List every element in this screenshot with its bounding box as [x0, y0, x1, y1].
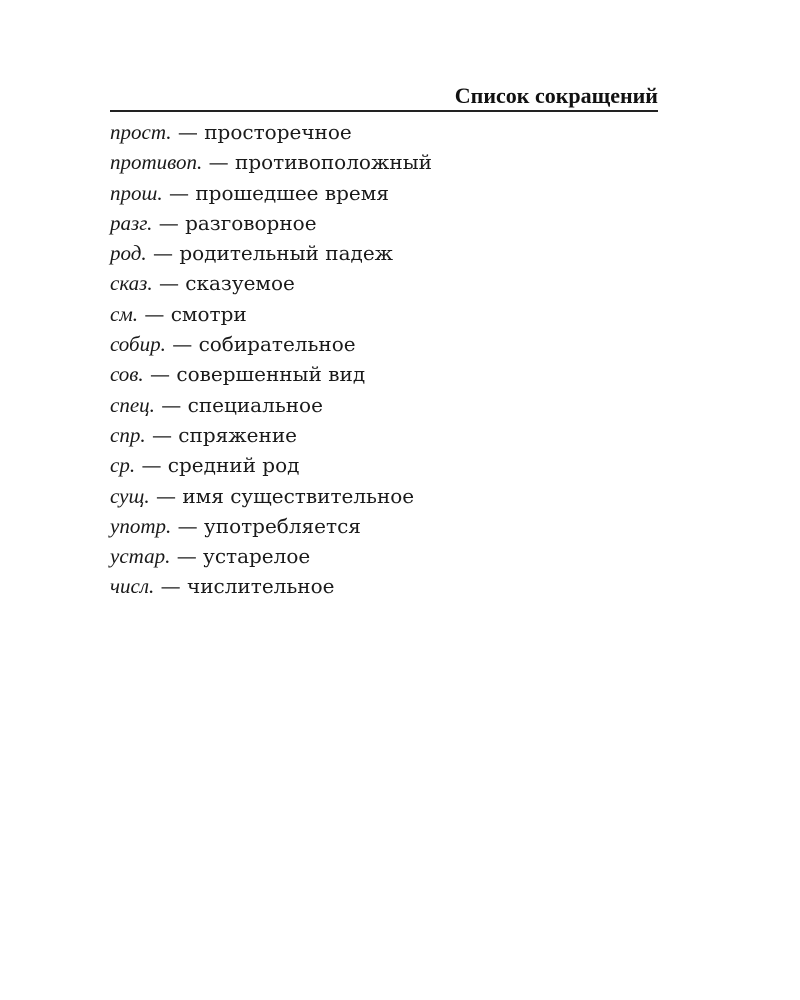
- abbreviation: собир.: [110, 332, 166, 357]
- abbreviation: сказ.: [110, 271, 153, 296]
- separator-dash: —: [168, 180, 189, 205]
- separator-dash: —: [151, 422, 172, 447]
- separator-dash: —: [141, 453, 162, 478]
- abbreviation-entry: [110, 511, 432, 541]
- abbreviation-meaning: противоположный: [234, 150, 432, 175]
- running-head-title: Список сокращений: [454, 83, 658, 108]
- abbreviation-entry: [110, 481, 432, 511]
- abbreviation: род.: [110, 241, 147, 266]
- abbreviation-entry: [110, 238, 432, 268]
- abbreviation-meaning: спряжение: [178, 422, 297, 447]
- abbreviation: сущ.: [110, 483, 150, 508]
- abbreviation-entry: [110, 178, 432, 208]
- separator-dash: —: [160, 574, 181, 599]
- separator-dash: —: [161, 392, 182, 417]
- abbreviation-entry: [110, 147, 432, 177]
- abbreviation-entry: [110, 208, 432, 238]
- abbreviation-meaning: имя существительное: [182, 483, 415, 508]
- abbreviation-meaning: смотри: [170, 301, 247, 326]
- abbreviation-meaning: собирательное: [198, 332, 356, 357]
- abbreviation: употр.: [110, 513, 172, 538]
- separator-dash: —: [176, 544, 197, 569]
- abbreviation-entry: [110, 420, 432, 450]
- abbreviation-meaning: разговорное: [185, 210, 317, 235]
- abbreviation: ср.: [110, 453, 136, 478]
- abbreviation: спр.: [110, 422, 146, 447]
- abbreviation: см.: [110, 301, 138, 326]
- abbreviation: числ.: [110, 574, 155, 599]
- abbreviation-meaning: употребляется: [203, 513, 361, 538]
- abbreviation-entry: [110, 571, 432, 601]
- abbreviation-meaning: просторечное: [204, 120, 352, 144]
- abbreviation-meaning: устарелое: [203, 544, 311, 569]
- separator-dash: —: [144, 301, 165, 326]
- abbreviation-meaning: средний род: [167, 453, 300, 478]
- separator-dash: —: [158, 210, 179, 235]
- abbreviation: прош.: [110, 180, 163, 205]
- separator-dash: —: [150, 362, 171, 387]
- abbreviation-meaning: совершенный вид: [176, 362, 366, 387]
- abbreviation-entry: [110, 268, 432, 298]
- abbreviation-entry: [110, 450, 432, 480]
- separator-dash: —: [172, 332, 193, 357]
- abbreviation: противоп.: [110, 150, 203, 175]
- abbreviation-meaning: родительный падеж: [179, 241, 394, 266]
- separator-dash: —: [158, 271, 179, 296]
- abbreviation-meaning: специальное: [187, 392, 323, 417]
- separator-dash: —: [152, 241, 173, 266]
- abbreviation: спец.: [110, 392, 155, 417]
- abbreviation-entry: [110, 541, 432, 571]
- header-rule: [110, 110, 658, 112]
- abbreviation-meaning: числительное: [186, 574, 335, 599]
- abbreviation-meaning: сказуемое: [185, 271, 295, 296]
- abbreviation: устар.: [110, 544, 171, 569]
- separator-dash: —: [208, 150, 229, 175]
- separator-dash: —: [177, 120, 198, 144]
- abbreviation-entry: [110, 329, 432, 359]
- separator-dash: —: [155, 483, 176, 508]
- separator-dash: —: [177, 513, 198, 538]
- abbreviation-entry: [110, 299, 432, 329]
- abbreviation: прост.: [110, 120, 172, 144]
- abbreviation: сов.: [110, 362, 144, 387]
- abbreviation-list: [110, 117, 432, 602]
- abbreviation-meaning: прошедшее время: [195, 180, 389, 205]
- abbreviation-entry: [110, 359, 432, 389]
- abbreviation: разг.: [110, 210, 153, 235]
- abbreviation-entry: [110, 117, 432, 147]
- abbreviation-entry: [110, 390, 432, 420]
